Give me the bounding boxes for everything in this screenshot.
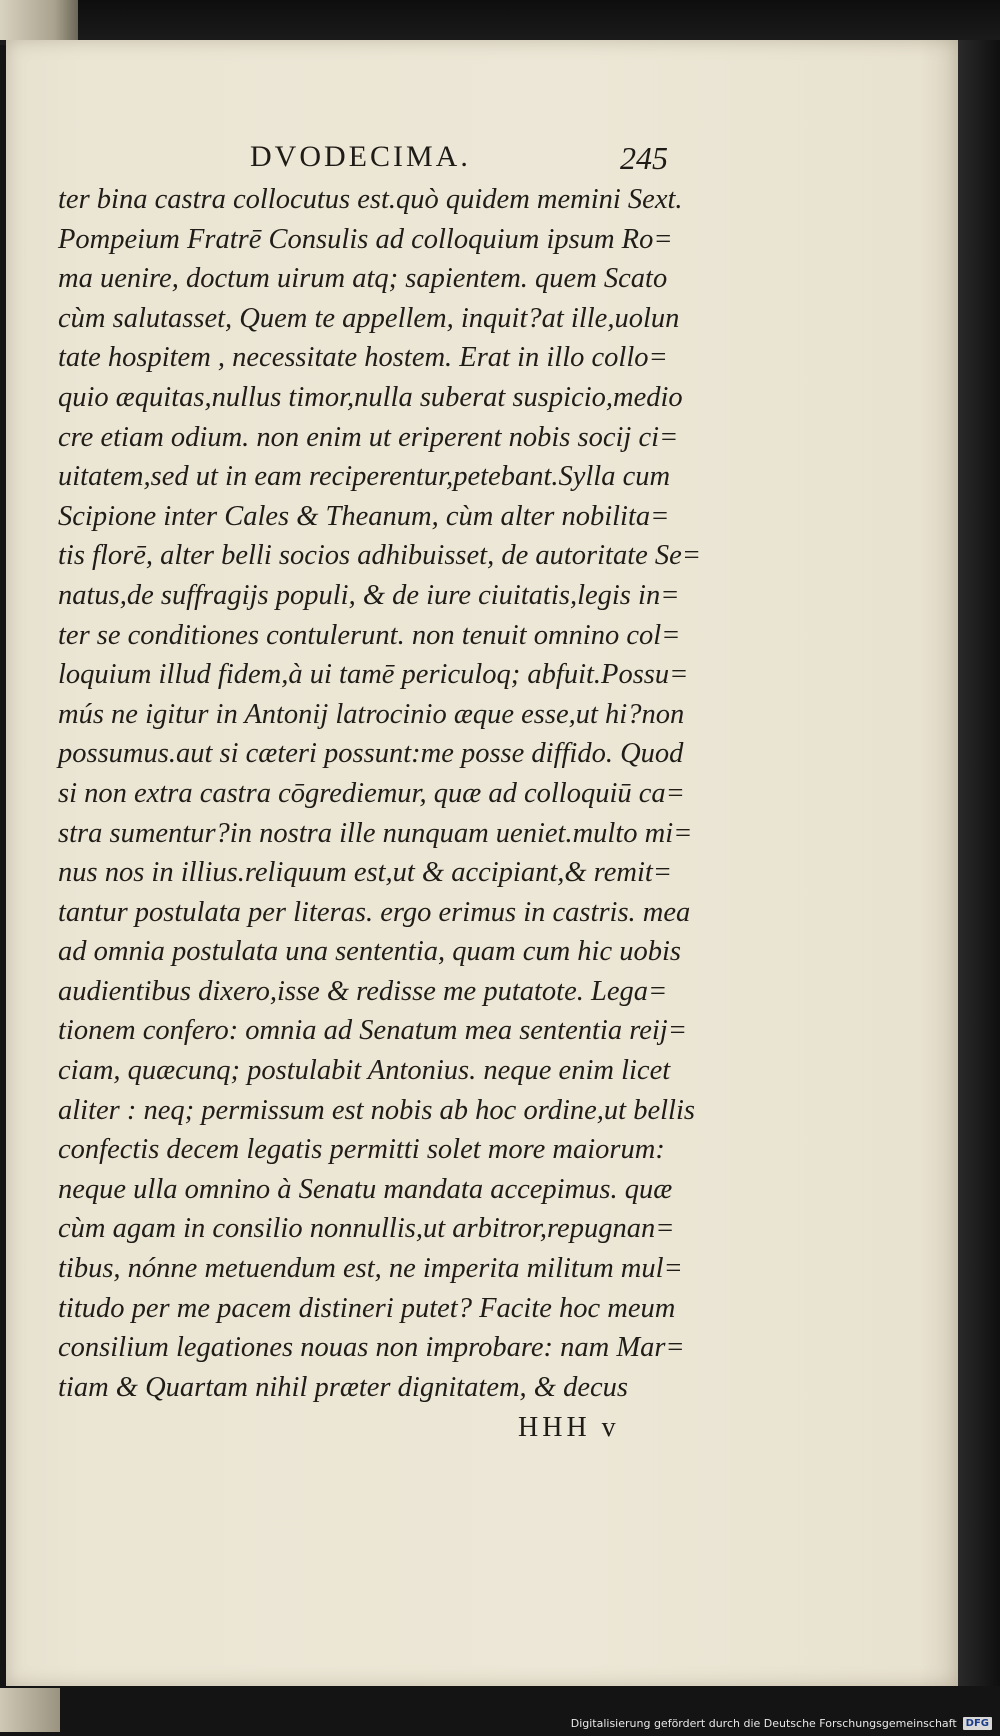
text-line: tantur postulata per literas. ergo erimus in castris. mea [58,896,691,928]
text-line: possumus.aut si cæteri possunt:me posse diffido. Quod [58,738,684,770]
text-line: tibus, nónne metuendum est, ne imperita militum mul= [58,1253,683,1285]
text-line: cùm agam in consilio nonnullis,ut arbitror,repugnan= [58,1213,675,1245]
text-line: tate hospitem , necessitate hostem. Erat in illo collo= [58,342,668,374]
text-line: si non extra castra cōgrediemur, quæ ad colloquiū ca= [58,777,685,809]
text-line: tionem confero: omnia ad Senatum mea sententia reij= [58,1015,687,1047]
text-line: mús ne igitur in Antonij latrocinio æque esse,ut hi?non [58,698,685,730]
text-line: tis florē, alter belli socios adhibuisset, de autoritate Se= [58,540,702,572]
text-line: ad omnia postulata una sententia, quam cum hic uobis [58,936,682,968]
page-number: 245 [620,140,668,176]
text-line: titudo per me pacem distineri putet? Facite hoc meum [58,1292,676,1324]
scan-background-top [0,0,1000,45]
text-line: aliter : neq; permissum est nobis ab hoc ordine,ut bellis [58,1094,695,1126]
signature-mark: HHH v [518,1412,620,1443]
text-line: audientibus dixero,isse & redisse me putatote. Lega= [58,975,668,1007]
text-line: ma uenire, doctum uirum atq; sapientem. quem Scato [58,263,668,295]
text-line: quio æquitas,nullus timor,nulla suberat suspicio,medio [58,381,683,413]
text-line: confectis decem legatis permitti solet more maiorum: [58,1134,665,1166]
scan-background-right [958,40,1000,1686]
text-line: stra sumentur?in nostra ille nunquam ueniet.multo mi= [58,817,693,849]
text-block [58,180,702,1407]
text-line: tiam & Quartam nihil præter dignitatem, & decus [58,1371,628,1403]
text-line: consilium legationes nouas non improbare: nam Mar= [58,1332,685,1364]
text-line: neque ulla omnino à Senatu mandata accepimus. quæ [58,1173,673,1205]
running-head: DVODECIMA. [250,140,471,173]
text-line: nus nos in illius.reliquum est,ut & accipiant,& remit= [58,857,673,889]
text-line: Scipione inter Cales & Theanum, cùm alter nobilita= [58,500,670,532]
binding-edge-bottom [0,1688,60,1732]
binding-edge-top [0,0,78,40]
text-line: ter bina castra collocutus est.quò quidem memini Sext. [58,184,683,215]
text-line: loquium illud fidem,à ui tamē periculoq; abfuit.Possu= [58,659,689,691]
text-line: cùm salutasset, Quem te appellem, inquit?at ille,uolun [58,302,680,334]
text-line: cre etiam odium. non enim ut eriperent nobis socij ci= [58,421,679,453]
credit-text: Digitalisierung gefördert durch die Deutsche Forschungsgemeinschaft [570,1717,957,1730]
digitization-credit [571,1717,992,1730]
text-line: ciam, quæcunq; postulabit Antonius. neque enim licet [58,1055,671,1087]
dfg-logo: DFG [963,1717,992,1730]
text-line: uitatem,sed ut in eam reciperentur,petebant.Sylla cum [58,461,671,493]
text-line: ter se conditiones contulerunt. non tenuit omnino col= [58,619,681,651]
text-line: Pompeium Fratrē Consulis ad colloquium ipsum Ro= [58,223,673,255]
text-line: natus,de suffragijs populi, & de iure ciuitatis,legis in= [58,579,680,611]
